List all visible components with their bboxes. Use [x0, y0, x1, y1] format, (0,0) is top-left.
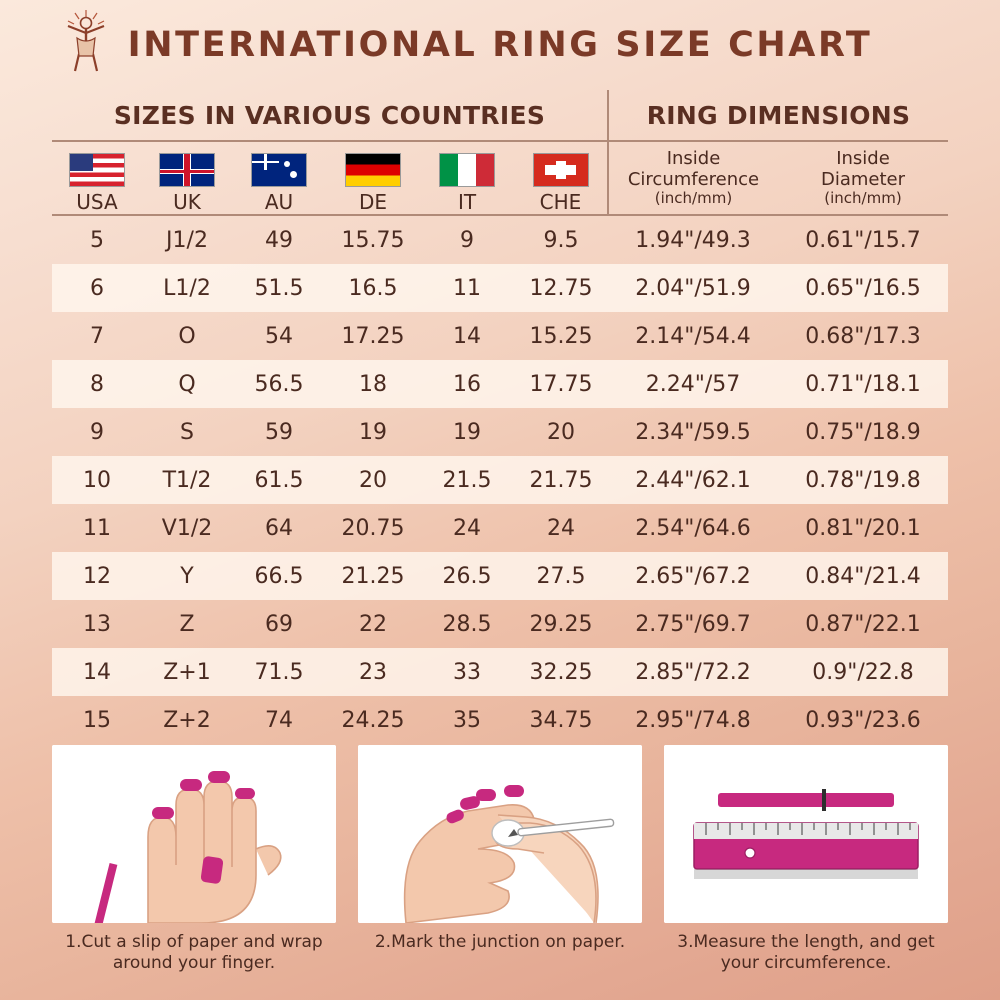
column-header-diameter: [778, 142, 948, 214]
diameter-line1: Inside: [836, 148, 890, 170]
cell-it: 26.5: [442, 563, 492, 589]
column-header-it: [420, 142, 514, 214]
country-code-uk: UK: [173, 190, 201, 214]
flag-usa-icon: [69, 153, 125, 187]
cell-it: 19: [453, 419, 481, 445]
cell-au: 59: [265, 419, 293, 445]
diameter-line2: Diameter: [820, 168, 906, 190]
country-code-usa: USA: [76, 190, 118, 214]
cell-au: 49: [265, 227, 293, 253]
cell-circumference: 2.85"/72.2: [635, 659, 751, 685]
cell-de: 18: [359, 371, 387, 397]
cell-au: 69: [265, 611, 293, 637]
circumference-line1: Inside: [666, 148, 721, 170]
cell-it: 21.5: [442, 467, 492, 493]
cell-circumference: 2.54"/64.6: [635, 515, 751, 541]
cell-diameter: 0.61"/15.7: [805, 227, 921, 253]
cell-usa: 5: [90, 227, 104, 253]
circumference-line2: Circumference: [627, 168, 760, 190]
table-row: [52, 648, 948, 696]
column-header-au: [232, 142, 326, 214]
cell-usa: 13: [83, 611, 111, 637]
flag-au-icon: [251, 153, 307, 187]
hands-marking-paper-with-pen-illustration: [358, 745, 642, 923]
circumference-line3: (inch/mm): [654, 188, 733, 207]
cell-de: 16.5: [348, 275, 398, 301]
cell-diameter: 0.81"/20.1: [805, 515, 921, 541]
country-code-au: AU: [264, 190, 294, 214]
header: [0, 0, 1000, 84]
table-row: [52, 456, 948, 504]
cell-usa: 12: [83, 563, 111, 589]
cell-au: 61.5: [254, 467, 304, 493]
cell-circumference: 2.65"/67.2: [635, 563, 751, 589]
cell-uk: V1/2: [161, 515, 213, 541]
cell-it: 9: [460, 227, 474, 253]
page-title: INTERNATIONAL RING SIZE CHART: [127, 25, 873, 65]
flag-de-icon: [345, 153, 401, 187]
table-row: [52, 360, 948, 408]
country-code-de: DE: [358, 190, 388, 214]
cell-diameter: 0.9"/22.8: [812, 659, 914, 685]
cell-diameter: 0.75"/18.9: [805, 419, 921, 445]
cell-au: 51.5: [254, 275, 304, 301]
cell-de: 20.75: [341, 515, 405, 541]
table-row: [52, 696, 948, 744]
cell-usa: 8: [90, 371, 104, 397]
cell-it: 16: [453, 371, 481, 397]
cell-diameter: 0.65"/16.5: [805, 275, 921, 301]
cell-uk: S: [180, 419, 194, 445]
cell-it: 11: [453, 275, 481, 301]
table-row: [52, 504, 948, 552]
cell-uk: Z: [179, 611, 195, 637]
column-header-usa: [52, 142, 142, 214]
cell-uk: Z+2: [163, 707, 211, 733]
ring-size-table: [52, 90, 948, 744]
cell-diameter: 0.87"/22.1: [805, 611, 921, 637]
step-2: [358, 745, 642, 973]
cell-de: 23: [359, 659, 387, 685]
cell-circumference: 2.24"/57: [645, 371, 741, 397]
column-header-uk: [142, 142, 232, 214]
cell-usa: 11: [83, 515, 111, 541]
group-header-dimensions: RING DIMENSIONS: [608, 90, 948, 140]
cell-diameter: 0.68"/17.3: [805, 323, 921, 349]
cell-usa: 10: [83, 467, 111, 493]
cell-uk: O: [178, 323, 196, 349]
table-row: [52, 408, 948, 456]
cell-de: 22: [359, 611, 387, 637]
column-header-circumference: [608, 142, 778, 214]
cell-circumference: 2.95"/74.8: [635, 707, 751, 733]
cell-circumference: 1.94"/49.3: [635, 227, 751, 253]
cell-che: 12.75: [529, 275, 593, 301]
column-header-de: [326, 142, 420, 214]
cell-che: 15.25: [529, 323, 593, 349]
ruler-measuring-paper-strip-illustration: [664, 745, 948, 923]
cell-che: 24: [547, 515, 575, 541]
cell-au: 66.5: [254, 563, 304, 589]
cell-au: 54: [265, 323, 293, 349]
cell-de: 19: [359, 419, 387, 445]
column-header-che: [514, 142, 608, 214]
cell-che: 9.5: [543, 227, 579, 253]
cell-circumference: 2.44"/62.1: [635, 467, 751, 493]
cell-de: 24.25: [341, 707, 405, 733]
cell-uk: Z+1: [163, 659, 211, 685]
cell-usa: 14: [83, 659, 111, 685]
step-2-caption: 2.Mark the junction on paper.: [374, 932, 626, 952]
step-1: [52, 745, 336, 973]
cell-che: 20: [547, 419, 575, 445]
country-code-che: CHE: [539, 190, 582, 214]
cell-circumference: 2.04"/51.9: [635, 275, 751, 301]
measurement-steps: [52, 745, 948, 973]
cell-diameter: 0.71"/18.1: [805, 371, 921, 397]
cell-uk: L1/2: [163, 275, 211, 301]
cell-de: 17.25: [341, 323, 405, 349]
cell-au: 64: [265, 515, 293, 541]
cell-it: 24: [453, 515, 481, 541]
step-1-caption: 1.Cut a slip of paper and wrap around your finger.: [65, 932, 323, 973]
cell-uk: Q: [178, 371, 196, 397]
cell-diameter: 0.84"/21.4: [805, 563, 921, 589]
cell-che: 17.75: [529, 371, 593, 397]
cell-che: 34.75: [529, 707, 593, 733]
column-header-row: [52, 142, 948, 214]
cell-it: 35: [453, 707, 481, 733]
flag-che-icon: [533, 153, 589, 187]
group-header-countries: SIZES IN VARIOUS COUNTRIES: [113, 100, 546, 130]
table-row: [52, 600, 948, 648]
cell-diameter: 0.78"/19.8: [805, 467, 921, 493]
cell-circumference: 2.14"/54.4: [635, 323, 751, 349]
cell-circumference: 2.34"/59.5: [635, 419, 751, 445]
cell-uk: T1/2: [162, 467, 212, 493]
cell-uk: Y: [180, 563, 194, 589]
cell-usa: 15: [83, 707, 111, 733]
cell-che: 32.25: [529, 659, 593, 685]
table-row: [52, 216, 948, 264]
table-row: [52, 552, 948, 600]
cell-it: 33: [453, 659, 481, 685]
cell-usa: 7: [90, 323, 104, 349]
cell-uk: J1/2: [166, 227, 208, 253]
size-table-wrapper: [52, 90, 948, 744]
cell-au: 56.5: [254, 371, 304, 397]
cell-che: 21.75: [529, 467, 593, 493]
cell-che: 27.5: [536, 563, 586, 589]
step-3: [664, 745, 948, 973]
jesus-figure-icon: [55, 8, 117, 74]
cell-it: 14: [453, 323, 481, 349]
cell-usa: 6: [90, 275, 104, 301]
cell-de: 21.25: [341, 563, 405, 589]
cell-circumference: 2.75"/69.7: [635, 611, 751, 637]
table-row: [52, 312, 948, 360]
country-code-it: IT: [457, 190, 477, 214]
flag-it-icon: [439, 153, 495, 187]
cell-che: 29.25: [529, 611, 593, 637]
diameter-line3: (inch/mm): [824, 188, 902, 207]
hand-with-paper-strip-illustration: [52, 745, 336, 923]
cell-diameter: 0.93"/23.6: [805, 707, 921, 733]
table-row: [52, 264, 948, 312]
cell-it: 28.5: [442, 611, 492, 637]
cell-de: 15.75: [341, 227, 405, 253]
cell-au: 74: [265, 707, 293, 733]
group-header-row: [52, 90, 948, 140]
step-3-caption: 3.Measure the length, and get your circumference.: [677, 932, 935, 973]
flag-uk-icon: [159, 153, 215, 187]
cell-usa: 9: [90, 419, 104, 445]
cell-de: 20: [359, 467, 387, 493]
cell-au: 71.5: [254, 659, 304, 685]
